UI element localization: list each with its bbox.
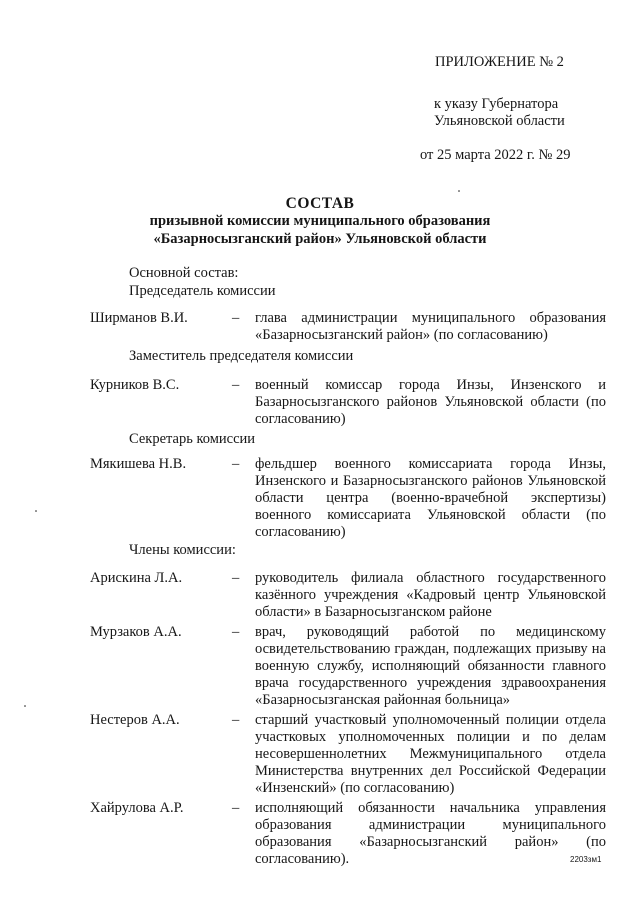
- person-description: военный комиссар города Инзы, Инзенского и Базарносызганского районов Ульяновской области (по согласованию): [255, 377, 606, 427]
- decree-reference-line1: к указу Губернатора: [434, 96, 559, 112]
- section-members: Члены комиссии:: [129, 542, 236, 558]
- title-subline-2: «Базарносызганский район» Ульяновской области: [153, 231, 487, 247]
- decree-date: от 25 марта 2022 г. № 29: [420, 147, 571, 163]
- section-chairman: Председатель комиссии: [129, 283, 276, 299]
- dash-separator: –: [232, 310, 240, 326]
- person-name: Мякишева Н.В.: [90, 456, 187, 472]
- decree-reference-line2: Ульяновской области: [434, 113, 565, 129]
- dash-separator: –: [232, 624, 240, 640]
- appendix-label: ПРИЛОЖЕНИЕ № 2: [435, 54, 564, 70]
- document-title: СОСТАВ: [285, 195, 355, 212]
- section-deputy: Заместитель председателя комиссии: [129, 348, 354, 364]
- dash-separator: –: [232, 377, 240, 393]
- scan-speck: [35, 510, 37, 512]
- person-name: Ширманов В.И.: [90, 310, 188, 326]
- person-description: руководитель филиала областного государственного казённого учреждения «Кадровый центр Ульяновской области» в Базарносызганском районе: [255, 570, 606, 620]
- person-description: исполняющий обязанности начальника управления образования администрации муниципального образования «Базарносызганский район» (по согласованию).: [255, 800, 606, 867]
- title-subline-1: призывной комиссии муниципального образования: [149, 213, 491, 229]
- person-name: Мурзаков А.А.: [90, 624, 182, 640]
- person-name: Арискина Л.А.: [90, 570, 183, 586]
- dash-separator: –: [232, 712, 240, 728]
- scan-speck: [458, 190, 460, 192]
- scan-speck: [24, 705, 26, 707]
- person-description: фельдшер военного комиссариата города Инзы, Инзенского и Базарносызганского районов Ульяновской области центра (военно-врачебной экспертизы) военного комиссариата Ульяновской области (по согласованию): [255, 456, 606, 540]
- person-name: Хайрулова А.Р.: [90, 800, 184, 816]
- dash-separator: –: [232, 800, 240, 816]
- document-code: 2203зм1: [570, 855, 602, 864]
- section-secretary: Секретарь комиссии: [129, 431, 256, 447]
- dash-separator: –: [232, 456, 240, 472]
- dash-separator: –: [232, 570, 240, 586]
- person-description: старший участковый уполномоченный полиции отдела участковых уполномоченных полиции и по делам несовершеннолетних Межмуниципального отдела Министерства внутренних дел Российской Федерации «Инзенский» (по согласованию): [255, 712, 606, 796]
- section-main-composition: Основной состав:: [129, 265, 239, 281]
- person-name: Курников В.С.: [90, 377, 180, 393]
- person-description: глава администрации муниципального образования «Базарносызганский район» (по согласованию): [255, 310, 606, 343]
- person-name: Нестеров А.А.: [90, 712, 180, 728]
- person-description: врач, руководящий работой по медицинскому освидетельствованию граждан, подлежащих призыву на военную службу, исполняющий обязанности главного врача государственного учреждения здравоохранения «Базарносызганская районная больница»: [255, 624, 606, 708]
